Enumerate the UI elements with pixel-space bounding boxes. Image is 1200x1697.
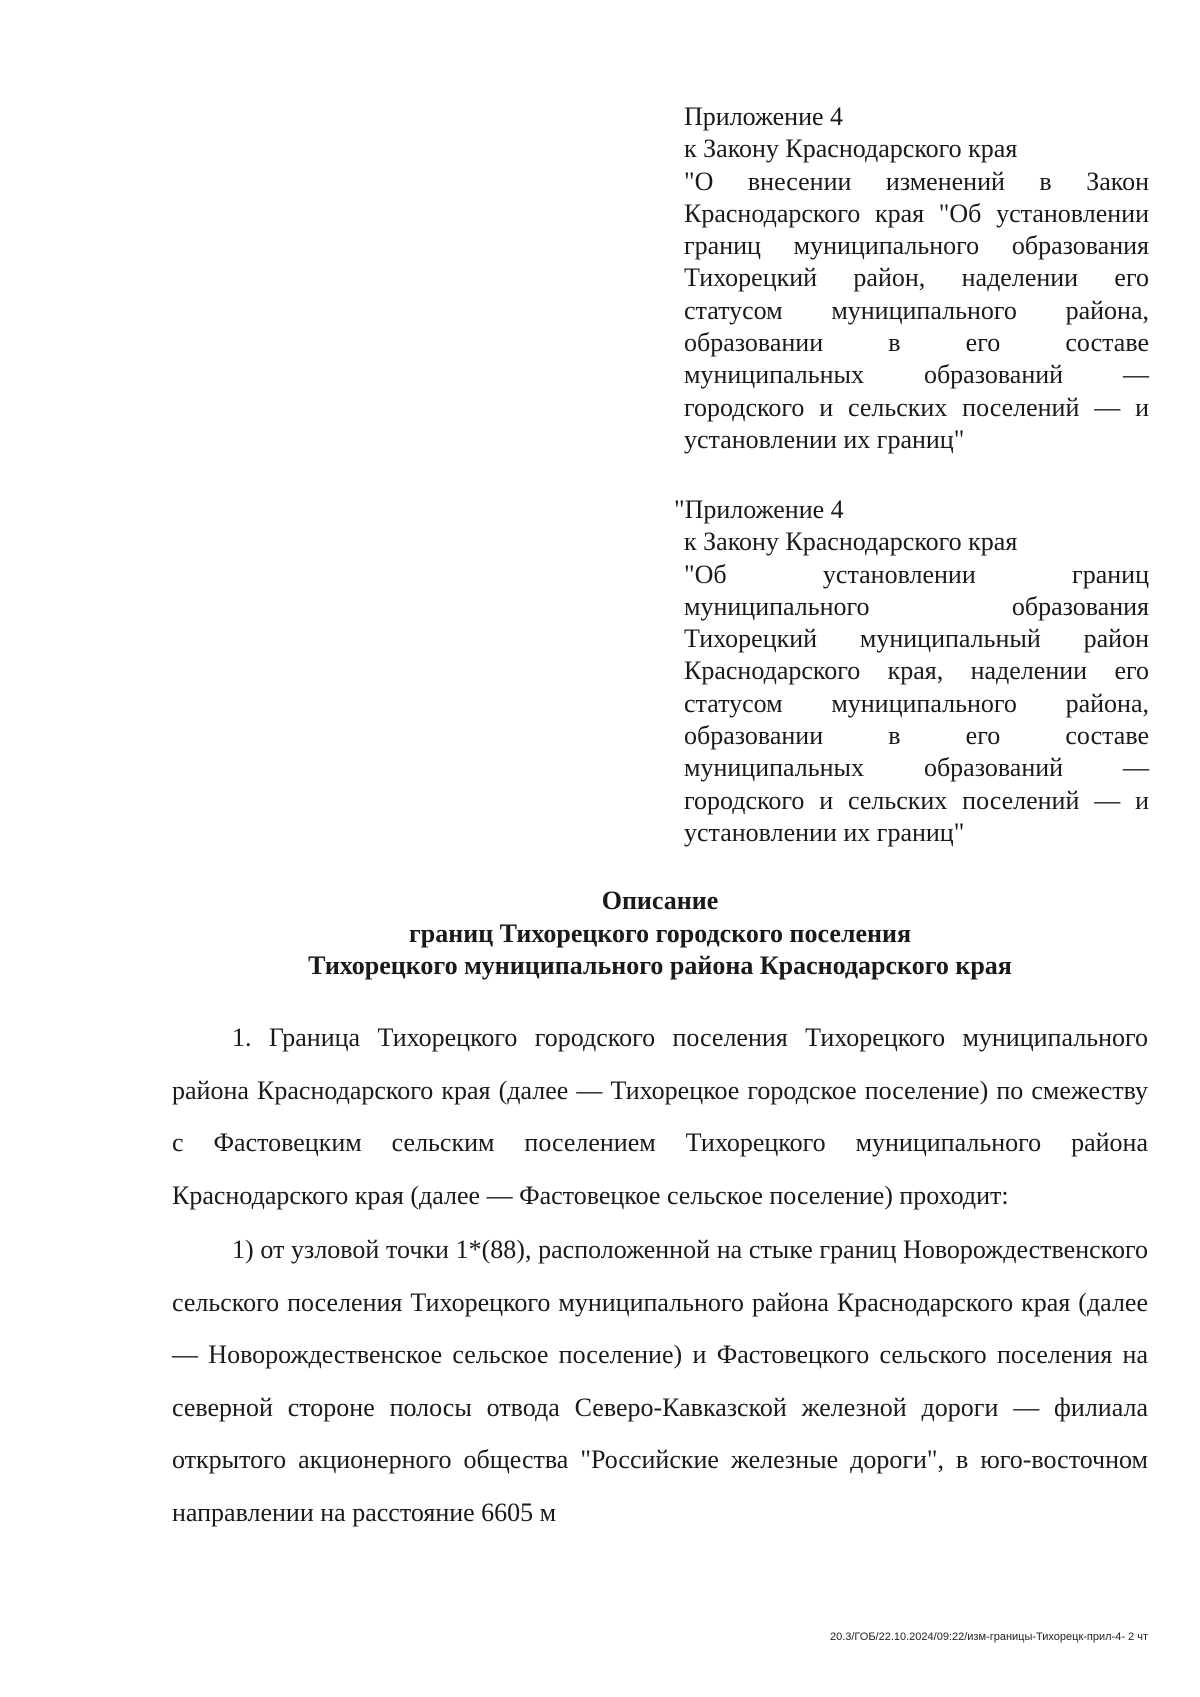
appendix-subheading: к Закону Краснодарского края [684,134,1018,164]
appendix-current-block [684,101,1149,456]
title-line: Описание [601,886,719,915]
appendix-new-block [674,494,1149,849]
appendix-body: "О внесении изменений в Закон Краснодарского края "Об установлении границ муниципального образования Тихорецкий район, наделении его статусом муниципального района, образовании в его составе муниципальных образований — городского и сельских поселений — и установлении их границ" [684,166,1149,454]
footer-file-code: 20.3/ГОБ/22.10.2024/09:22/изм-границы-Тихорецк-прил-4- 2 чт [829,1631,1148,1643]
title-line: Тихорецкого муниципального района Краснодарского края [308,951,1012,980]
appendix-subheading: к Закону Краснодарского края [684,527,1018,557]
paragraph: 1. Граница Тихорецкого городского поселения Тихорецкого муниципального района Краснодарского края (далее — Тихорецкое городское поселение) по смежеству с Фастовецким сельским поселением Тихорецкого муниципального района Краснодарского края (далее — Фастовецкое сельское поселение) проходит: [172,1023,1148,1210]
paragraph: 1) от узловой точки 1*(88), расположенной на стыке границ Новорождественского сельского поселения Тихорецкого муниципального района Краснодарского края (далее — Новорождественское сельское поселение) и Фастовецкого сельского поселения на северной стороне полосы отвода Северо-Кавказской железной дороги — филиала открытого акционерного общества "Российские железные дороги", в юго-восточном направлении на расстояние 6605 м [172,1235,1148,1527]
title-line: границ Тихорецкого городского поселения [408,918,912,948]
appendix-heading: "Приложение 4 [674,495,844,524]
document-body [172,1012,1148,1539]
appendix-heading: Приложение 4 [684,102,844,131]
appendix-body: "Об установлении границ муниципального образования Тихорецкий муниципальный район Краснодарского края, наделении его статусом муниципального района, образовании в его составе муниципальных образований — городского и сельских поселений — и установлении их границ" [684,559,1149,847]
document-title [172,885,1148,983]
